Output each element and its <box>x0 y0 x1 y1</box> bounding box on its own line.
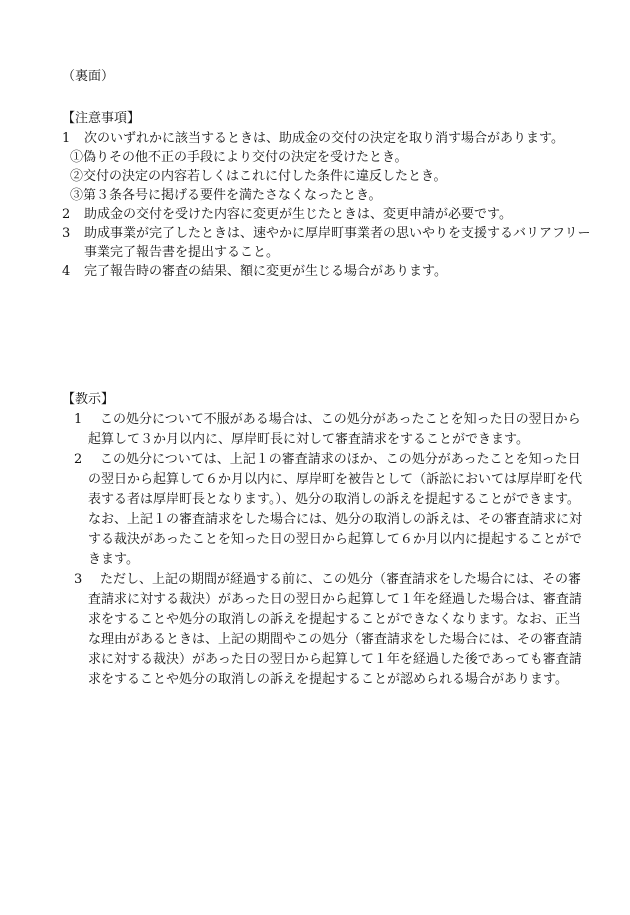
note-item-1 <box>62 129 592 148</box>
instruction-item-2 <box>68 450 588 570</box>
instruction-item-3 <box>68 570 588 690</box>
note-text: 次のいずれかに該当するときは、助成金の交付の決定を取り消す場合があります。 <box>84 131 564 146</box>
note-item-2 <box>62 205 592 224</box>
instruction-number: 2 <box>74 452 83 467</box>
note-number: 1 <box>62 131 71 146</box>
note-text: 完了報告時の審査の結果、額に変更が生じる場合があります。 <box>84 264 447 279</box>
instruction-list <box>68 410 588 690</box>
instruction-item-1 <box>68 410 588 450</box>
instruction-heading: 【教示】 <box>62 392 115 407</box>
notes-list <box>62 129 592 281</box>
note-number: 3 <box>62 226 71 241</box>
note-item-4 <box>62 262 592 281</box>
note-text: 助成事業が完了したときは、速やかに厚岸町事業者の思いやりを支援するバリアフリー事業完了報告書を提出すること。 <box>84 226 591 260</box>
note-text: 助成金の交付を受けた内容に変更が生じたときは、変更申請が必要です。 <box>84 207 512 222</box>
instruction-text: ただし、上記の期間が経過する前に、この処分（審査請求をした場合には、その審査請求に対する裁決）があった日の翌日から起算して１年を経過した場合は、審査請求をすることや処分の取消しの訴えを提起することができなくなります。なお、正当な理由があるときは、上記の期間やこの処分（審査請求をした場合には、その審査請求に対する裁決）があった日の翌日から起算して１年を経過した後であっても審査請求をすることや処分の取消しの訴えを提起することが認められる場合があります。 <box>88 572 583 687</box>
instruction-number: 1 <box>74 412 83 427</box>
note-subitem-3: ③第３条各号に掲げる要件を満たさなくなったとき。 <box>70 188 382 203</box>
notes-heading: 【注意事項】 <box>62 111 141 126</box>
instruction-text: この処分については、上記１の審査請求のほか、この処分があったことを知った日の翌日から起算して６か月以内に、厚岸町を被告として（訴訟においては厚岸町を代表する者は厚岸町長となります。）、処分の取消しの訴えを提起することができます。なお、上記１の審査請求をした場合には、処分の取消しの訴えは、その審査請求に対する裁決があったことを知った日の翌日から起算して６か月以内に提起することができます。 <box>88 452 583 567</box>
note-subitem-2: ②交付の決定の内容若しくはこれに付した条件に違反したとき。 <box>70 169 447 184</box>
instruction-number: 3 <box>74 572 83 587</box>
note-number: 2 <box>62 207 71 222</box>
note-subitem-1: ①偽りその他不正の手段により交付の決定を受けたとき。 <box>70 150 408 165</box>
instruction-text: この処分について不服がある場合は、この処分があったことを知った日の翌日から起算して３か月以内に、厚岸町長に対して審査請求をすることができます。 <box>88 412 581 447</box>
note-number: 4 <box>62 264 71 279</box>
back-side-label: （裏面） <box>62 69 115 84</box>
note-item-3 <box>62 224 592 262</box>
